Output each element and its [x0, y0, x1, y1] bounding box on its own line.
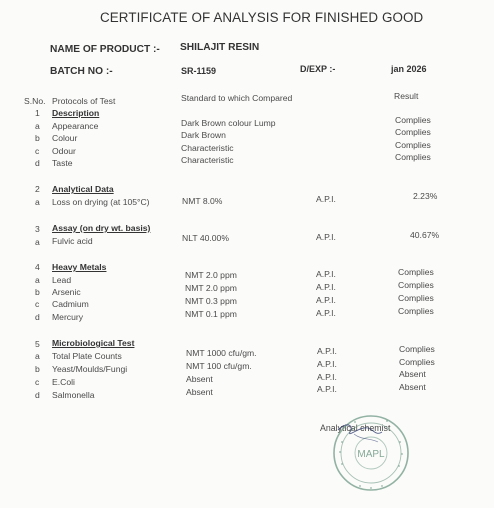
row-result: 40.67%	[410, 230, 440, 240]
row-index: b	[35, 364, 40, 374]
row-test: Mercury	[52, 312, 84, 322]
row-standard: NMT 2.0 ppm	[185, 270, 237, 280]
row-standard: NMT 0.1 ppm	[185, 309, 237, 319]
row-test: Cadmium	[52, 299, 89, 309]
dexp-value: jan 2026	[391, 64, 427, 74]
row-reference: A.P.I.	[316, 194, 336, 204]
row-test: Colour	[52, 133, 78, 143]
row-standard: Absent	[186, 374, 213, 384]
column-header-result: Result	[394, 91, 419, 101]
row-test: E.Coli	[52, 377, 75, 387]
dexp-label: D/EXP :-	[300, 64, 336, 74]
section-title-description: Description	[52, 108, 100, 118]
column-header-protocols: Protocols of Test	[52, 96, 116, 106]
row-result: Complies	[395, 152, 431, 162]
row-result: Complies	[398, 293, 434, 303]
row-result: Complies	[398, 306, 434, 316]
signature-label: Analytical chemist	[320, 423, 391, 433]
row-index: a	[35, 351, 40, 361]
row-standard: Characteristic	[181, 155, 234, 165]
row-reference: A.P.I.	[316, 295, 336, 305]
row-standard: Absent	[186, 387, 213, 397]
row-reference: A.P.I.	[317, 384, 337, 394]
row-index: b	[35, 133, 40, 143]
row-result: Absent	[399, 369, 426, 379]
batch-value: SR-1159	[181, 66, 217, 76]
section-number: 3	[35, 224, 40, 234]
row-index: b	[35, 287, 40, 297]
row-index: a	[35, 197, 40, 207]
row-result: Complies	[398, 267, 434, 277]
row-test: Fulvic acid	[52, 236, 93, 246]
row-index: d	[35, 312, 40, 322]
row-index: c	[35, 299, 40, 309]
row-index: c	[35, 146, 40, 156]
row-reference: A.P.I.	[316, 282, 336, 292]
row-test: Total Plate Counts	[52, 351, 122, 361]
row-standard: Dark Brown	[181, 130, 226, 140]
row-reference: A.P.I.	[317, 359, 337, 369]
row-index: d	[35, 390, 40, 400]
row-reference: A.P.I.	[316, 269, 336, 279]
row-reference: A.P.I.	[316, 308, 336, 318]
row-reference: A.P.I.	[317, 346, 337, 356]
row-index: a	[35, 275, 40, 285]
row-result: Complies	[399, 344, 435, 354]
row-result: Complies	[398, 280, 434, 290]
section-title-assay: Assay (on dry wt. basis)	[52, 223, 151, 233]
row-reference: A.P.I.	[316, 232, 336, 242]
row-reference: A.P.I.	[317, 372, 337, 382]
column-header-sno: S.No.	[24, 96, 46, 106]
row-result: Complies	[395, 140, 431, 150]
row-standard: NMT 8.0%	[182, 196, 223, 206]
row-test: Odour	[52, 146, 76, 156]
row-result: Complies	[395, 127, 431, 137]
section-title-microbiological: Microbiological Test	[52, 338, 135, 348]
section-title-analytical-data: Analytical Data	[52, 184, 114, 194]
signature-scribble	[316, 420, 396, 450]
row-test: Loss on drying (at 105°C)	[52, 197, 150, 207]
row-result: Absent	[399, 382, 426, 392]
row-index: a	[35, 121, 40, 131]
section-title-heavy-metals: Heavy Metals	[52, 262, 107, 272]
section-number: 5	[35, 339, 40, 349]
row-test: Arsenic	[52, 287, 81, 297]
row-result: 2.23%	[413, 191, 438, 201]
product-label: NAME OF PRODUCT :-	[50, 44, 160, 55]
section-number: 4	[35, 262, 40, 272]
row-standard: NMT 1000 cfu/gm.	[186, 348, 257, 358]
row-standard: NMT 0.3 ppm	[185, 296, 237, 306]
row-standard: NMT 2.0 ppm	[185, 283, 237, 293]
row-standard: NMT 100 cfu/gm.	[186, 361, 252, 371]
row-index: a	[35, 237, 40, 247]
batch-label: BATCH NO :-	[50, 66, 113, 77]
section-number: 1	[35, 108, 40, 118]
row-index: d	[35, 158, 40, 168]
document-title: CERTIFICATE OF ANALYSIS FOR FINISHED GOOD	[100, 10, 424, 25]
product-value: SHILAJIT RESIN	[180, 42, 260, 53]
row-standard: NLT 40.00%	[182, 233, 229, 243]
section-number: 2	[35, 184, 40, 194]
row-index: c	[35, 377, 40, 387]
row-result: Complies	[399, 357, 435, 367]
stamp-text: MAPL	[357, 449, 385, 460]
row-test: Appearance	[52, 121, 99, 131]
row-test: Yeast/Moulds/Fungi	[52, 364, 128, 374]
row-test: Salmonella	[52, 390, 95, 400]
row-standard: Dark Brown colour Lump	[181, 118, 276, 128]
row-test: Lead	[52, 275, 72, 285]
row-test: Taste	[52, 158, 73, 168]
row-result: Complies	[395, 115, 431, 125]
row-standard: Characteristic	[181, 143, 234, 153]
column-header-standard: Standard to which Compared	[181, 93, 293, 103]
